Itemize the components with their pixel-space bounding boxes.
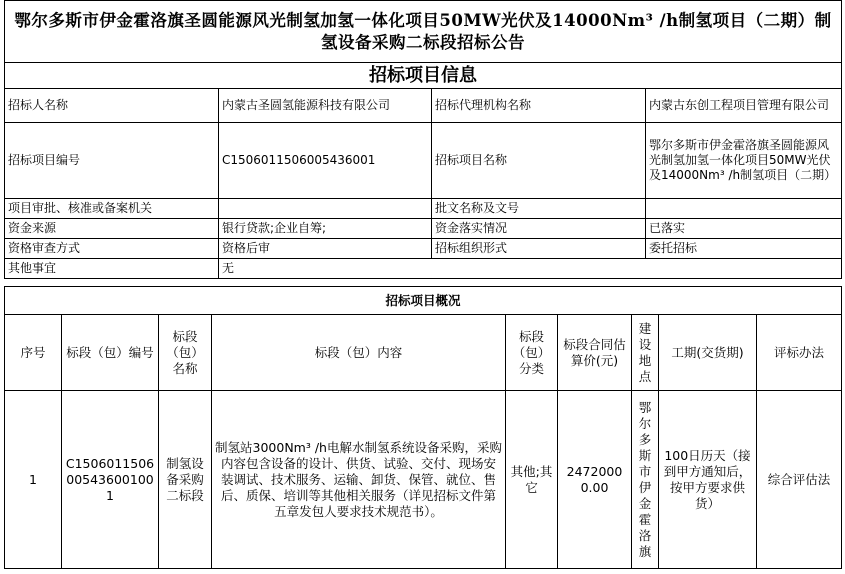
- header-lot-name: 标段（包）名称: [159, 315, 212, 391]
- bid-info-table: [4, 0, 842, 279]
- label-approval-authority: 项目审批、核准或备案机关: [5, 199, 219, 219]
- cell-period: 100日历天（接到甲方通知后，按甲方要求供货）: [659, 391, 757, 569]
- bid-overview-table: [4, 286, 842, 569]
- header-lot-code: 标段（包）编号: [62, 315, 159, 391]
- header-period: 工期(交货期): [659, 315, 757, 391]
- cell-location: 鄂尔多斯市伊金霍洛旗: [632, 391, 659, 569]
- label-fund-status: 资金落实情况: [432, 219, 646, 239]
- header-location: 建设地点: [632, 315, 659, 391]
- cell-lot-code: C1506011506005436001001: [62, 391, 159, 569]
- header-lot-content: 标段（包）内容: [212, 315, 506, 391]
- cell-seq: 1: [5, 391, 62, 569]
- cell-method: 综合评估法: [757, 391, 842, 569]
- value-fund-source: 银行贷款;企业自筹;: [219, 219, 432, 239]
- label-project-name: 招标项目名称: [432, 123, 646, 199]
- label-organization-form: 招标组织形式: [432, 239, 646, 259]
- value-project-code: C1506011506005436001: [219, 123, 432, 199]
- announcement-title: 鄂尔多斯市伊金霍洛旗圣圆能源风光制氢加氢一体化项目50MW光伏及14000Nm³ /h制氢项目（二期）制氢设备采购二标段招标公告: [5, 1, 842, 63]
- value-tenderer: 内蒙古圣圆氢能源科技有限公司: [219, 89, 432, 123]
- cell-lot-category: 其他;其它: [506, 391, 558, 569]
- value-agency: 内蒙古东创工程项目管理有限公司: [646, 89, 842, 123]
- value-project-name: 鄂尔多斯市伊金霍洛旗圣圆能源风光制氢加氢一体化项目50MW光伏及14000Nm³ /h制氢项目（二期）: [646, 123, 842, 199]
- cell-lot-name: 制氢设备采购二标段: [159, 391, 212, 569]
- label-project-code: 招标项目编号: [5, 123, 219, 199]
- cell-lot-content: 制氢站3000Nm³ /h电解水制氢系统设备采购，采购内容包含设备的设计、供货、试验、交付、现场安装调试、技术服务、运输、卸货、保管、就位、售后、质保、培训等其他相关服务（详见招标文件第五章发包人要求技术规范书）。: [212, 391, 506, 569]
- header-lot-category: 标段（包）分类: [506, 315, 558, 391]
- section-heading-info: 招标项目信息: [5, 63, 842, 89]
- label-agency: 招标代理机构名称: [432, 89, 646, 123]
- cell-est-price: 24720000.00: [558, 391, 632, 569]
- label-fund-source: 资金来源: [5, 219, 219, 239]
- value-other-matters: 无: [219, 259, 842, 279]
- table-row: [5, 391, 842, 569]
- value-approval-authority: [219, 199, 432, 219]
- label-qualification-review: 资格审查方式: [5, 239, 219, 259]
- header-method: 评标办法: [757, 315, 842, 391]
- section-heading-overview: 招标项目概况: [5, 287, 842, 315]
- header-seq: 序号: [5, 315, 62, 391]
- value-qualification-review: 资格后审: [219, 239, 432, 259]
- label-tenderer: 招标人名称: [5, 89, 219, 123]
- header-est-price: 标段合同估算价(元): [558, 315, 632, 391]
- label-other-matters: 其他事宜: [5, 259, 219, 279]
- value-fund-status: 已落实: [646, 219, 842, 239]
- label-approval-doc: 批文名称及文号: [432, 199, 646, 219]
- value-approval-doc: [646, 199, 842, 219]
- value-organization-form: 委托招标: [646, 239, 842, 259]
